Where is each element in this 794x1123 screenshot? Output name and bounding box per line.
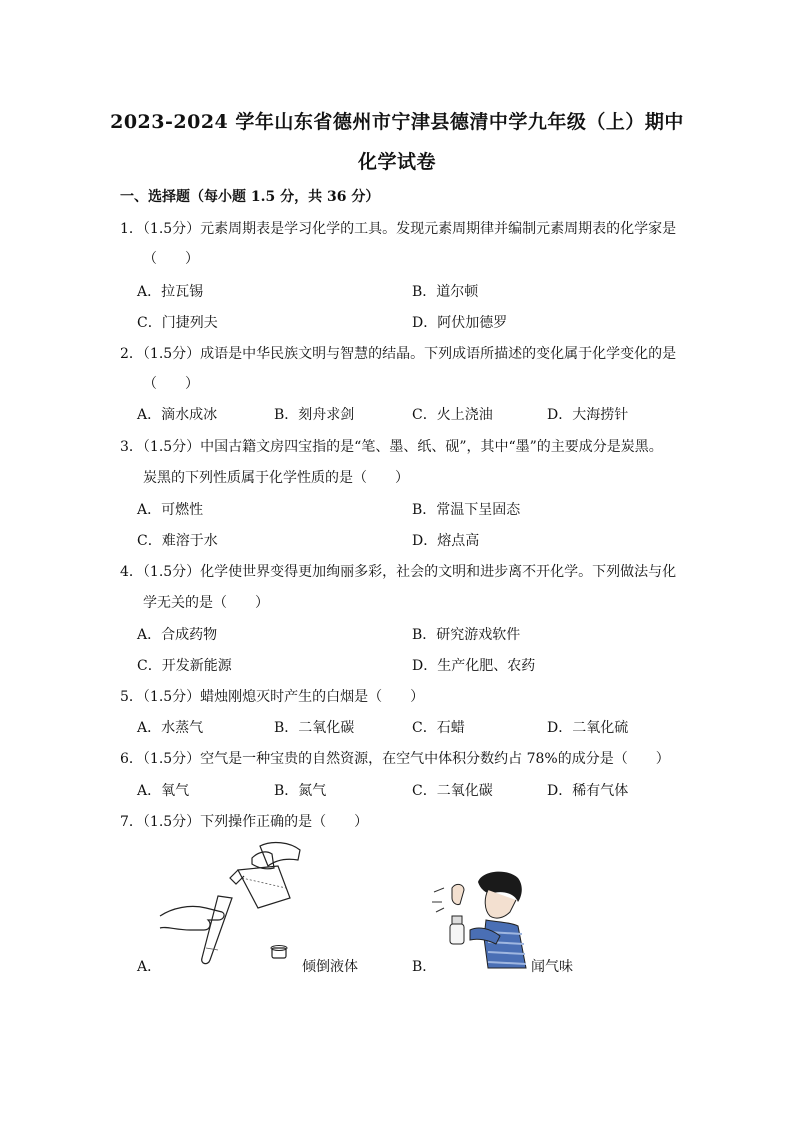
question-7-option-a[interactable]: A．	[137, 959, 162, 975]
question-7-option-b-caption: 闻气味	[531, 959, 573, 975]
question-6-option-c[interactable]: C．二氧化碳	[412, 783, 493, 799]
question-2-stem-cont: （ ）	[143, 376, 199, 392]
section-heading: 一、选择题（每小题 1.5 分，共 36 分）	[120, 189, 380, 205]
question-1-stem-cont: （ ）	[143, 251, 199, 267]
question-7-option-b[interactable]: B．	[412, 959, 437, 975]
question-5-option-d[interactable]: D．二氧化硫	[547, 720, 629, 736]
question-5-option-c[interactable]: C．石蜡	[412, 720, 465, 736]
question-3-stem-cont: 炭黑的下列性质属于化学性质的是（ ）	[143, 470, 409, 486]
pouring-liquid-illustration	[160, 838, 310, 968]
question-2-stem: 2．（1.5分）成语是中华民族文明与智慧的结晶。下列成语所描述的变化属于化学变化的是	[120, 346, 677, 362]
question-3-option-a[interactable]: A．可燃性	[137, 502, 204, 518]
question-1-stem: 1．（1.5分）元素周期表是学习化学的工具。发现元素周期律并编制元素周期表的化学家是	[120, 221, 677, 237]
question-2-option-c[interactable]: C．火上浇油	[412, 407, 493, 423]
question-4-option-d[interactable]: D．生产化肥、农药	[412, 658, 536, 674]
question-3-stem: 3．（1.5分）中国古籍文房四宝指的是“笔、墨、纸、砚”，其中“墨”的主要成分是炭黑。	[120, 439, 663, 455]
question-6-option-d[interactable]: D．稀有气体	[547, 783, 629, 799]
smelling-odor-illustration	[430, 868, 530, 968]
question-4-option-a[interactable]: A．合成药物	[137, 627, 218, 643]
question-2-option-d[interactable]: D．大海捞针	[547, 407, 629, 423]
question-5-stem: 5．（1.5分）蜡烛刚熄灭时产生的白烟是（ ）	[120, 689, 425, 705]
question-7-stem: 7．（1.5分）下列操作正确的是（ ）	[120, 814, 369, 830]
question-1-option-b[interactable]: B．道尔顿	[412, 284, 479, 300]
question-3-option-c[interactable]: C．难溶于水	[137, 533, 218, 549]
question-2-option-a[interactable]: A．滴水成冰	[137, 407, 218, 423]
question-3-option-d[interactable]: D．熔点高	[412, 533, 480, 549]
exam-title-line2: 化学试卷	[357, 151, 436, 173]
question-1-option-a[interactable]: A．拉瓦锡	[137, 284, 204, 300]
question-6-option-b[interactable]: B．氮气	[274, 783, 327, 799]
question-5-option-b[interactable]: B．二氧化碳	[274, 720, 355, 736]
question-4-stem-cont: 学无关的是（ ）	[143, 595, 269, 611]
question-2-option-b[interactable]: B．刻舟求剑	[274, 407, 355, 423]
question-6-option-a[interactable]: A．氧气	[137, 783, 190, 799]
question-6-stem: 6．（1.5分）空气是一种宝贵的自然资源，在空气中体积分数约占 78%的成分是（ ）	[120, 751, 670, 767]
question-4-stem: 4．（1.5分）化学使世界变得更加绚丽多彩，社会的文明和进步离不开化学。下列做法与化	[120, 564, 677, 580]
question-1-option-c[interactable]: C．门捷列夫	[137, 315, 218, 331]
exam-title-line1: 2023-2024 学年山东省德州市宁津县德清中学九年级（上）期中	[110, 111, 684, 133]
question-5-option-a[interactable]: A．水蒸气	[137, 720, 204, 736]
question-7-option-a-caption: 倾倒液体	[302, 959, 358, 975]
question-4-option-c[interactable]: C．开发新能源	[137, 658, 232, 674]
question-4-option-b[interactable]: B．研究游戏软件	[412, 627, 521, 643]
question-3-option-b[interactable]: B．常温下呈固态	[412, 502, 521, 518]
question-1-option-d[interactable]: D．阿伏加德罗	[412, 315, 508, 331]
